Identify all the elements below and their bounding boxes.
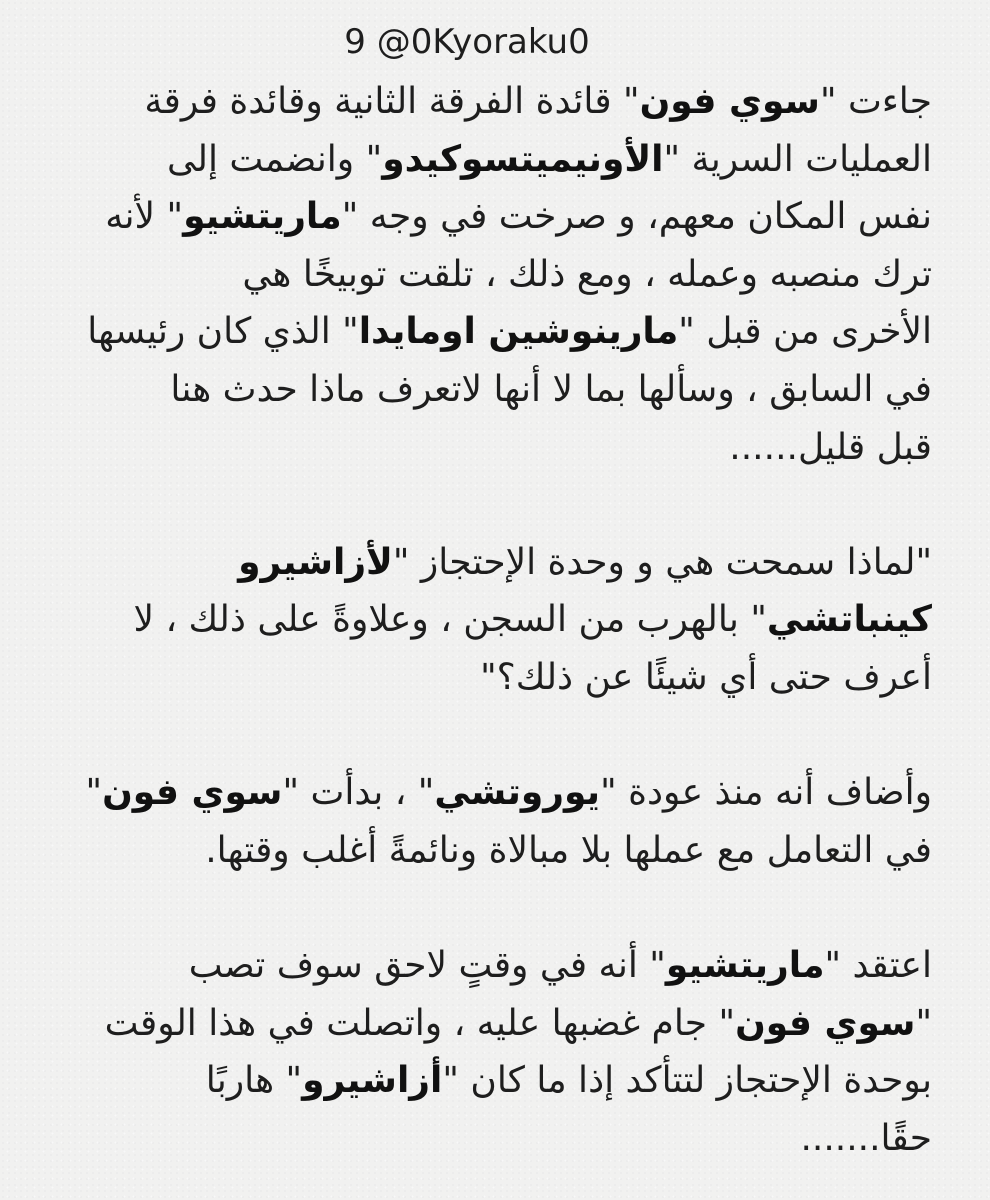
text-run: حقًا....... — [800, 1117, 932, 1159]
bold-name: كينباتشي — [766, 599, 932, 641]
paragraph — [72, 534, 932, 707]
text-run: " — [915, 1002, 932, 1044]
text-run: " هاربًا — [205, 1060, 303, 1102]
text-run: " جام غضبها عليه ، واتصلت في هذا الوقت — [104, 1002, 736, 1044]
text-run: الأخرى من قبل " — [678, 311, 932, 353]
paragraph-gap — [72, 707, 932, 765]
text-line — [72, 419, 932, 477]
paragraph — [72, 764, 932, 879]
text-line — [72, 303, 932, 361]
text-line — [72, 246, 932, 304]
bold-name: ماريتشيو — [665, 944, 825, 986]
article-body — [72, 73, 932, 1167]
text-run: " بالهرب من السجن ، وعلاوةً على ذلك ، لا — [133, 599, 767, 641]
text-line — [72, 764, 932, 822]
bold-name: سوي فون — [639, 81, 820, 122]
text-run: في السابق ، وسألها بما لا أنها لاتعرف ماذا حدث هنا — [170, 368, 932, 410]
text-line — [72, 534, 932, 592]
text-line — [72, 937, 932, 995]
text-run: أعرف حتى أي شيئًا عن ذلك؟" — [480, 656, 932, 698]
bold-name: ماريتشيو — [183, 196, 342, 238]
text-run: بوحدة الإحتجاز لتتأكد إذا ما كان " — [442, 1060, 932, 1102]
text-run: " قائدة الفرقة الثانية وقائدة فرقة — [144, 81, 640, 122]
text-line — [72, 591, 932, 649]
bold-name: يوروتشي — [434, 772, 601, 814]
bold-name: لأزاشيرو — [238, 541, 393, 583]
text-line — [72, 649, 932, 707]
text-run: " الذي كان رئيسها — [87, 311, 359, 353]
text-line — [72, 995, 932, 1053]
bold-name: أزاشيرو — [302, 1060, 443, 1102]
text-run: جاءت " — [819, 81, 932, 122]
text-run: ترك منصبه وعمله ، ومع ذلك ، تلقت توبيخًا هي — [242, 253, 932, 295]
text-run: " أنه في وقتٍ لاحق سوف تصب — [188, 944, 666, 986]
paragraph — [72, 937, 932, 1167]
text-line — [72, 361, 932, 419]
text-run: قبل قليل...... — [729, 426, 932, 468]
text-run: "لماذا سمحت هي و وحدة الإحتجاز " — [392, 541, 932, 583]
bold-name: مارينوشين اومايدا — [358, 311, 679, 353]
text-line — [72, 1110, 932, 1168]
text-run: اعتقد " — [824, 944, 932, 986]
text-run: العمليات السرية " — [663, 138, 932, 180]
text-run: " وانضمت إلى — [166, 138, 383, 180]
paragraph — [72, 73, 932, 476]
text-run: " — [85, 772, 103, 814]
text-line — [72, 188, 932, 246]
text-run: وأضاف أنه منذ عودة " — [600, 772, 932, 814]
text-run: " لأنه — [105, 196, 184, 238]
text-run: " ، بدأت " — [282, 772, 435, 814]
paragraph-gap — [72, 879, 932, 937]
bold-name: سوي فون — [735, 1002, 916, 1044]
text-line — [72, 1052, 932, 1110]
text-run: نفس المكان معهم، و صرخت في وجه " — [341, 196, 932, 238]
paragraph-gap — [72, 476, 932, 534]
bold-name: الأونيميتسوكيدو — [382, 138, 664, 180]
bold-name: سوي فون — [102, 772, 283, 814]
text-run: في التعامل مع عملها بلا مبالاة ونائمةً أغلب وقتها. — [205, 829, 932, 871]
text-line — [72, 822, 932, 880]
text-line — [72, 73, 932, 131]
author-handle: 9 @0Kyoraku0 — [344, 22, 590, 62]
text-line — [72, 131, 932, 189]
